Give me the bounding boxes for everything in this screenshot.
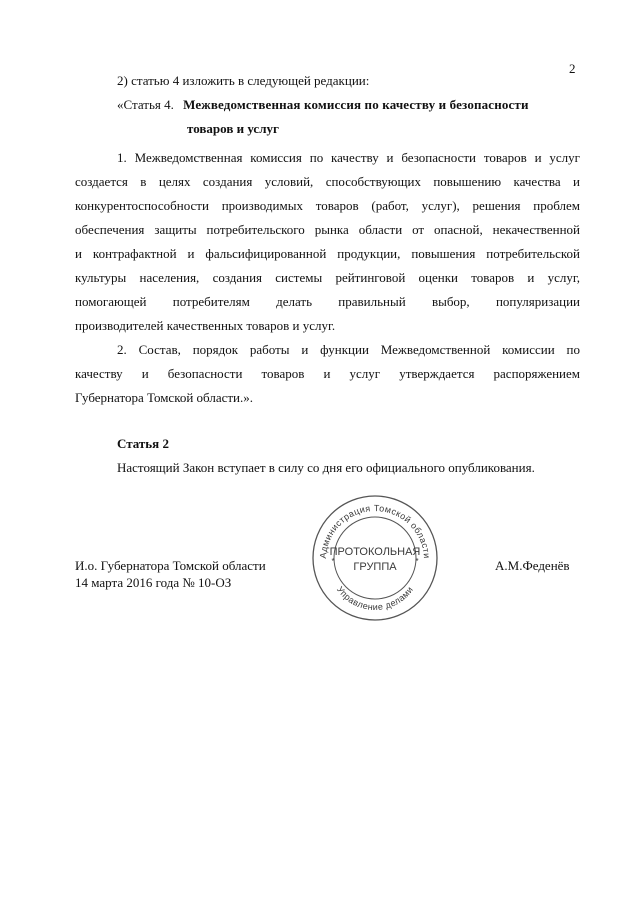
paragraph1-line: производителей качественных товаров и услуг. — [75, 318, 336, 333]
paragraph1-line: помогающей потребителям делать правильный выбор, популяризации — [75, 294, 580, 309]
stamp-top-text: Администрация Томской области — [317, 502, 433, 559]
paragraph1-line: конкурентоспособности производимых товаров (работ, услуг), решения проблем — [75, 198, 580, 213]
article-heading — [117, 97, 580, 113]
article-title-line1: Межведомственная комиссия по качеству и безопасности — [183, 97, 529, 112]
paragraph1-line: создается в целях создания условий, способствующих повышению качества и — [75, 174, 580, 189]
intro-line: 2) статью 4 изложить в следующей редакции: — [117, 73, 370, 88]
paragraph2-line: Губернатора Томской области.». — [75, 390, 254, 405]
signature-position: И.о. Губернатора Томской области — [75, 558, 266, 573]
signature-name: А.М.Феденёв — [495, 558, 570, 573]
svg-text:Управление делами — [335, 585, 415, 613]
article2-text: Настоящий Закон вступает в силу со дня его официального опубликования. — [117, 460, 535, 475]
article2-heading: Статья 2 — [117, 436, 169, 451]
star-icon: * — [331, 557, 335, 566]
article-prefix: «Статья 4. — [117, 97, 174, 112]
stamp-center-line1: ПРОТОКОЛЬНАЯ — [329, 546, 421, 558]
signature-date-number: 14 марта 2016 года № 10-ОЗ — [75, 575, 232, 590]
stamp-bottom-text: Управление делами — [334, 584, 416, 613]
paragraph1-line: культуры населения, создания системы рейтинговой оценки товаров и услуг, — [75, 270, 580, 285]
paragraph2-line: качеству и безопасности товаров и услуг утверждается распоряжением — [75, 366, 580, 381]
round-stamp — [307, 492, 443, 624]
article-title-line2: товаров и услуг — [187, 121, 279, 136]
paragraph1-line: обеспечения защиты потребительского рынка области от опасной, некачественной — [75, 222, 580, 237]
paragraph2-line: 2. Состав, порядок работы и функции Межведомственной комиссии по — [117, 342, 580, 357]
star-icon: * — [415, 557, 419, 566]
stamp-inner-ring — [334, 517, 419, 599]
page-number: 2 — [569, 61, 576, 76]
paragraph1-line: 1. Межведомственная комиссия по качеству и безопасности товаров и услуг — [117, 150, 580, 165]
stamp-center-line2: ГРУППА — [353, 561, 397, 573]
paragraph1-line: и контрафактной и фальсифицированной продукции, повышения потребительской — [75, 246, 580, 261]
